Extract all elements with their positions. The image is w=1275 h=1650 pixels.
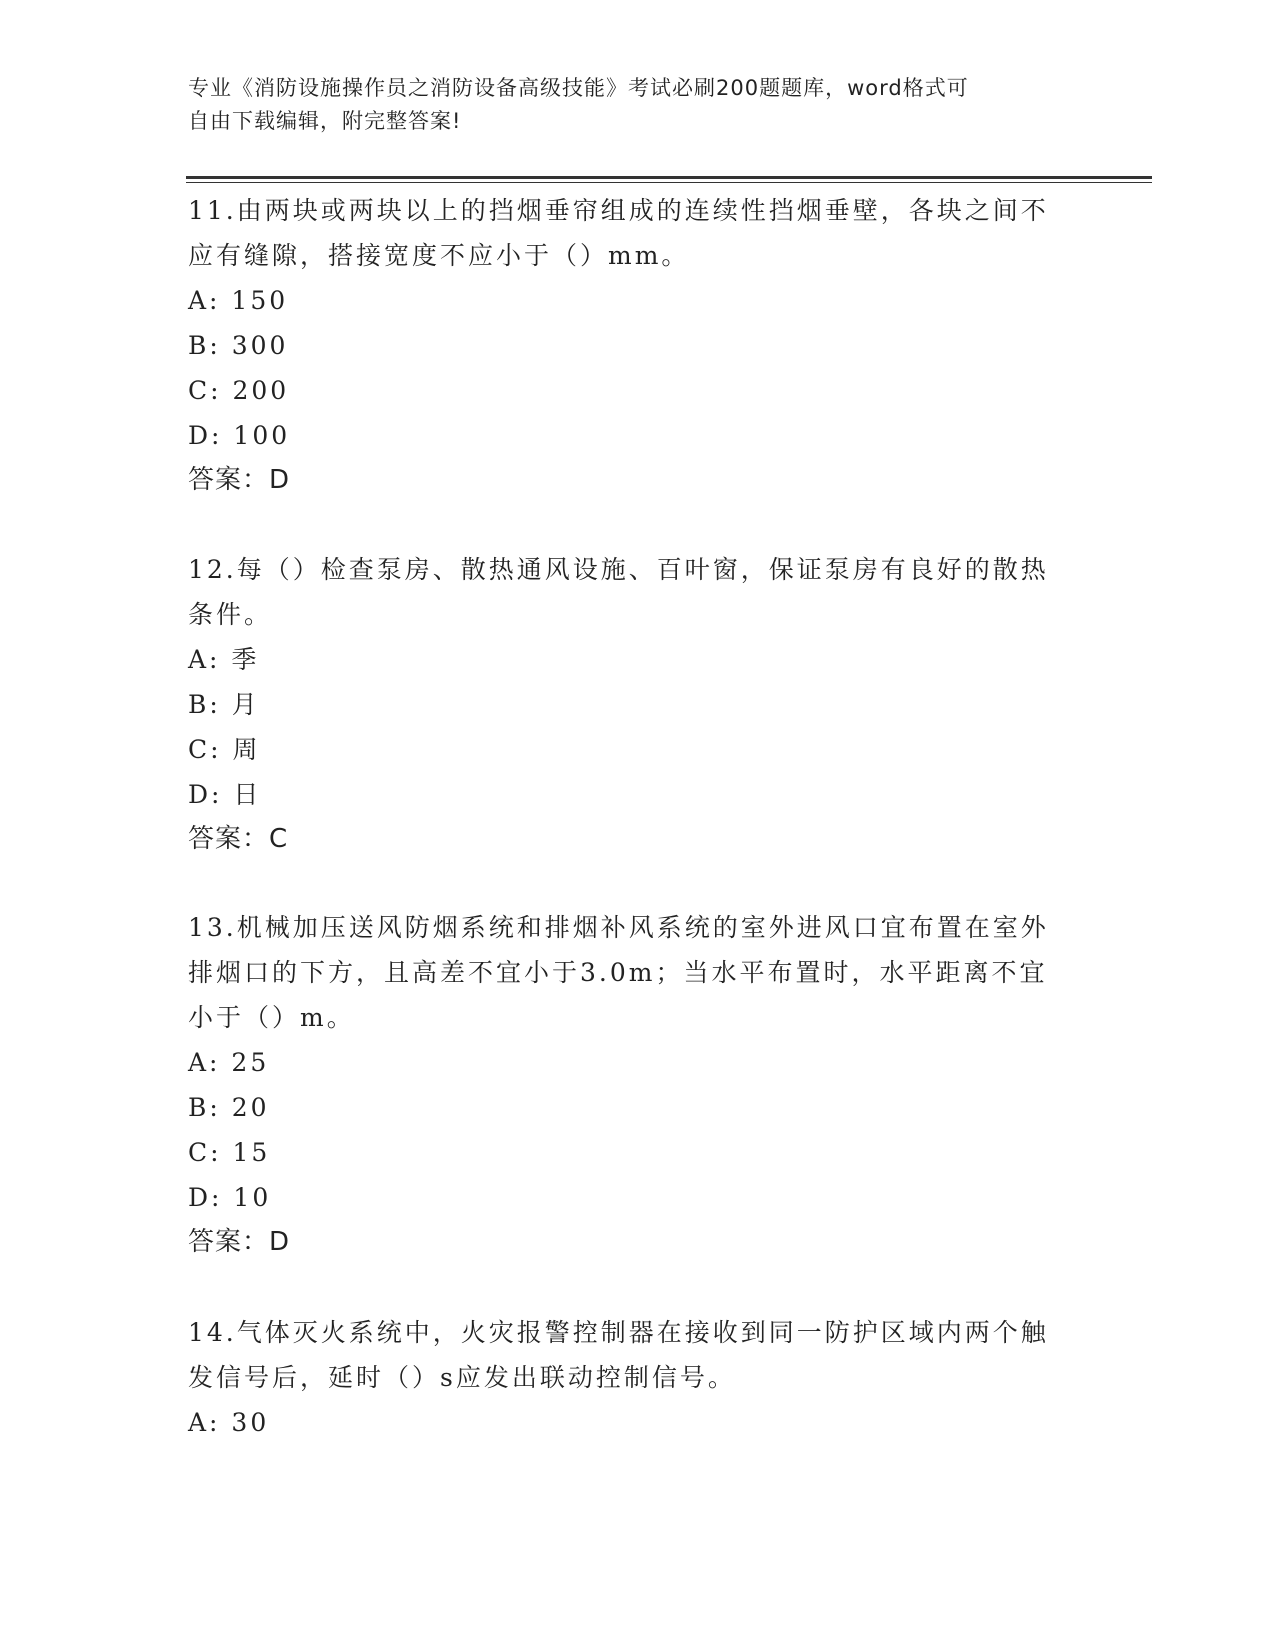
option-a: A: 30 [188,1408,270,1437]
answer-label: 答案：D [188,1227,291,1257]
option-a: A: 25 [188,1048,270,1077]
question-text: 12.每（）检查泵房、散热通风设施、百叶窗，保证泵房有良好的散热条件。 [188,555,1049,629]
question-13 [188,905,1068,1265]
header-divider-thick [186,176,1152,179]
option-b: B: 月 [188,690,260,719]
option-c: C: 15 [188,1138,271,1167]
document-header [188,72,1068,138]
option-d: D: 100 [188,421,291,450]
question-14 [188,1310,1068,1445]
question-text: 14.气体灭火系统中，火灾报警控制器在接收到同一防护区域内两个触发信号后，延时（）s应发出联动控制信号。 [188,1318,1049,1392]
question-11 [188,188,1068,503]
option-b: B: 20 [188,1093,270,1122]
header-divider-thin [186,182,1152,183]
option-c: C: 周 [188,735,261,764]
header-line-1: 专业《消防设施操作员之消防设备高级技能》考试必刷200题题库，word格式可 [188,76,969,100]
option-c: C: 200 [188,376,290,405]
answer-label: 答案：C [188,824,289,854]
header-line-2: 自由下载编辑，附完整答案! [188,109,462,133]
question-text: 11.由两块或两块以上的挡烟垂帘组成的连续性挡烟垂壁，各块之间不应有缝隙，搭接宽度不应小于（）mm。 [188,196,1049,270]
option-a: A: 150 [188,286,289,315]
question-text: 13.机械加压送风防烟系统和排烟补风系统的室外进风口宜布置在室外排烟口的下方，且高差不宜小于3.0m；当水平布置时，水平距离不宜小于（）m。 [188,913,1049,1032]
question-12 [188,547,1068,862]
option-d: D: 10 [188,1183,272,1212]
option-b: B: 300 [188,331,289,360]
option-a: A: 季 [188,645,260,674]
answer-label: 答案：D [188,465,291,495]
option-d: D: 日 [188,780,262,809]
